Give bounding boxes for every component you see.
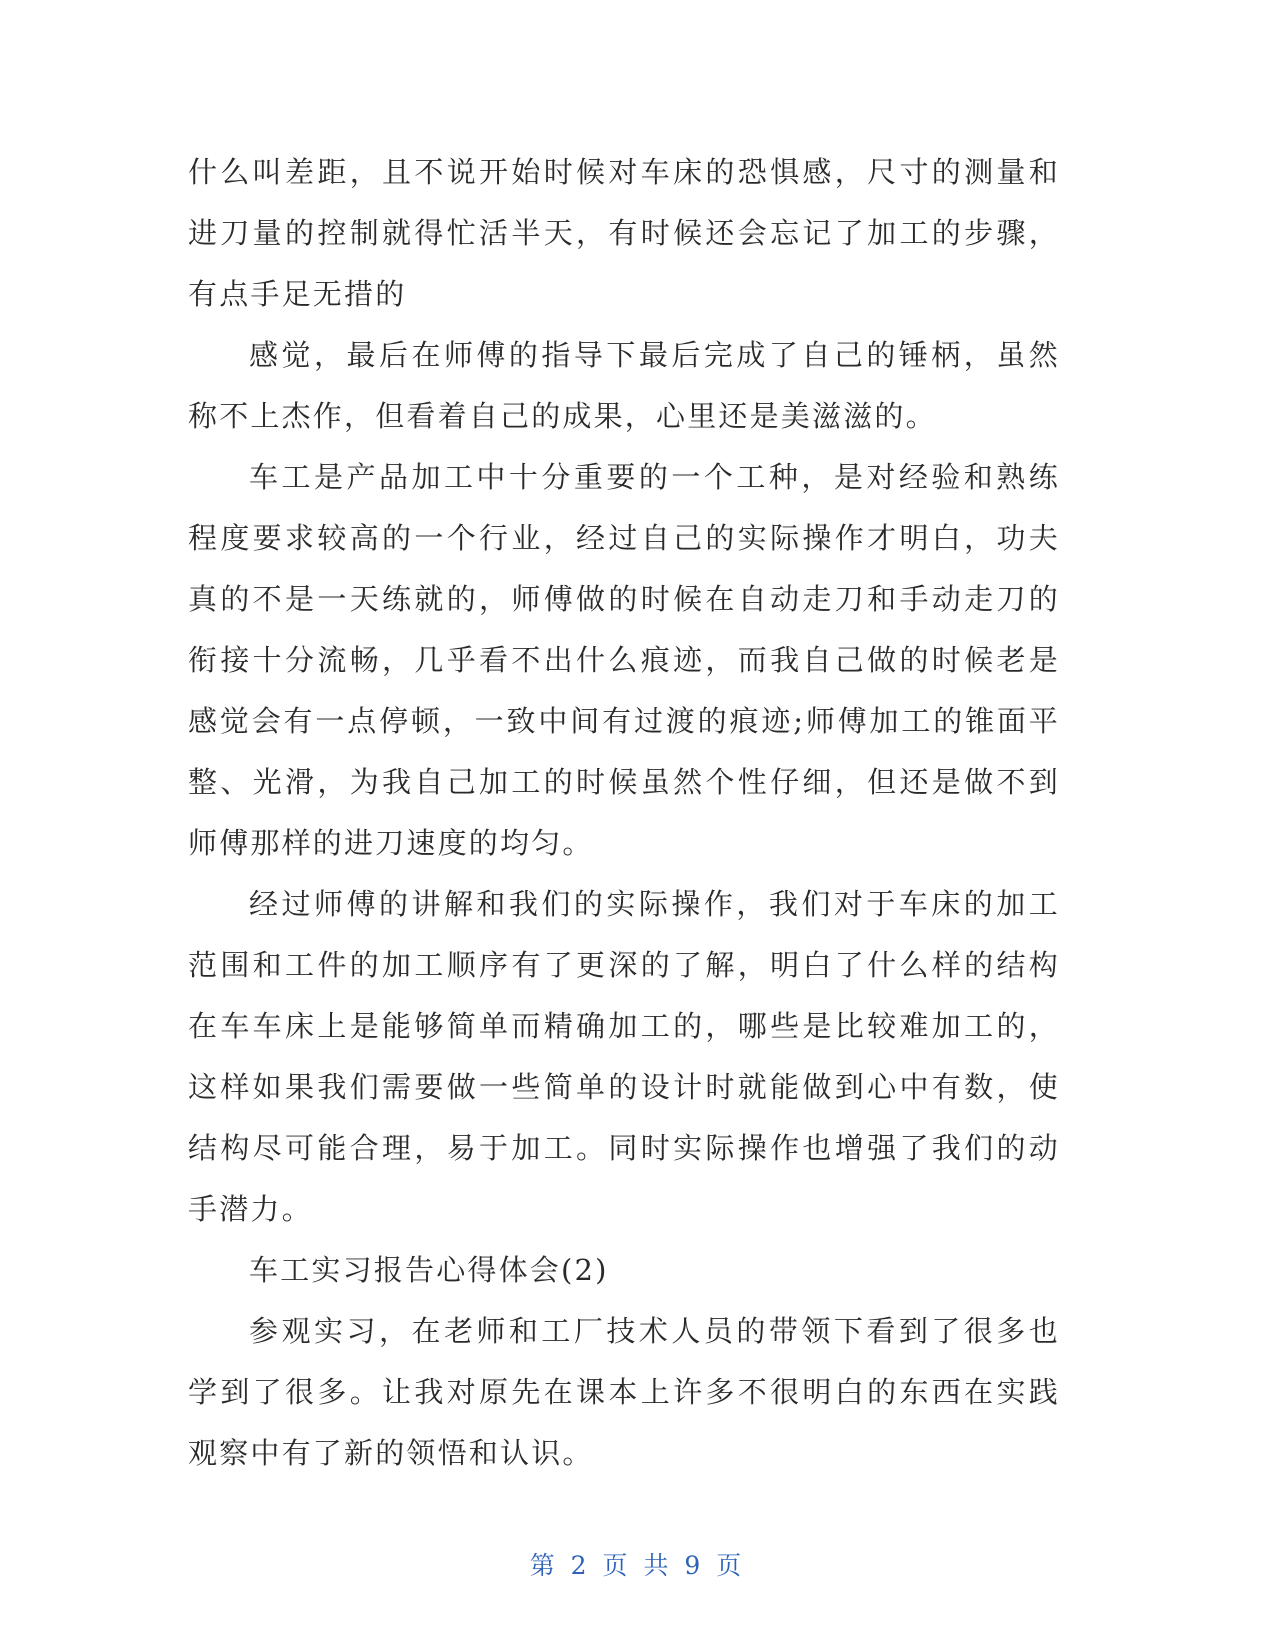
paragraph-3: 车工是产品加工中十分重要的一个工种，是对经验和熟练程度要求较高的一个行业，经过自己的实际操作才明白，功夫真的不是一天练就的，师傅做的时候在自动走刀和手动走刀的衔接十分流畅，几乎看不出什么痕迹，而我自己做的时候老是感觉会有一点停顿，一致中间有过渡的痕迹;师傅加工的锥面平整、光滑，为我自己加工的时候虽然个性仔细，但还是做不到师傅那样的进刀速度的均匀。 [188, 460, 1060, 860]
paragraph-2: 感觉，最后在师傅的指导下最后完成了自己的锤柄，虽然称不上杰作，但看着自己的成果，心里还是美滋滋的。 [188, 338, 1060, 433]
paragraph-4: 经过师傅的讲解和我们的实际操作，我们对于车床的加工范围和工件的加工顺序有了更深的了解，明白了什么样的结构在车车床上是能够简单而精确加工的，哪些是比较难加工的，这样如果我们需要做一些简单的设计时就能做到心中有数，使结构尽可能合理，易于加工。同时实际操作也增强了我们的动手潜力。 [188, 887, 1060, 1226]
section-heading: 车工实习报告心得体会(2) [249, 1253, 609, 1287]
paragraph-5: 参观实习，在老师和工厂技术人员的带领下看到了很多也学到了很多。让我对原先在课本上许多不很明白的东西在实践观察中有了新的领悟和认识。 [188, 1314, 1060, 1470]
document-body [188, 142, 1060, 1484]
paragraph-1: 什么叫差距，且不说开始时候对车床的恐惧感，尺寸的测量和进刀量的控制就得忙活半天，有时候还会忘记了加工的步骤，有点手足无措的 [188, 155, 1060, 311]
page-number-footer: 第 2 页 共 9 页 [529, 1551, 746, 1580]
